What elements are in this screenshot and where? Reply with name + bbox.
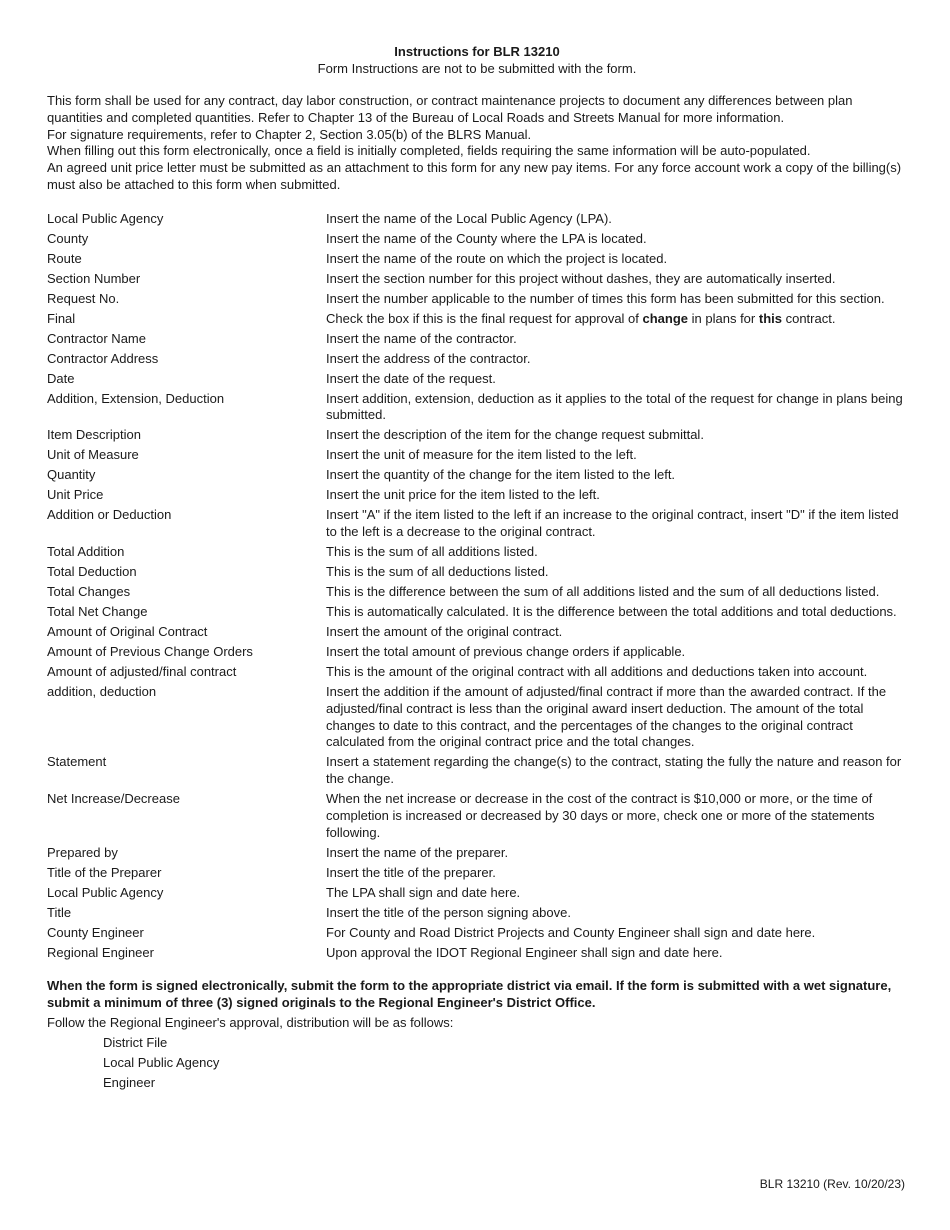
instruction-row [47, 391, 907, 425]
instruction-row [47, 507, 907, 541]
instruction-text: in plans for [688, 310, 759, 326]
field-name: Local Public Agency [47, 210, 164, 226]
intro-section [47, 93, 907, 194]
field-instruction: Insert the addition if the amount of adjusted/final contract if more than the awarded contract. If the adjusted/final contract is less than the original award insert deduction. The amount of the total changes to date to this contract, and the percentages of the changes to the original contract calculated from the original contract price and the total changes. [326, 684, 887, 750]
distribution-item: Local Public Agency [103, 1055, 220, 1071]
instruction-row [47, 544, 907, 561]
field-name: Section Number [47, 270, 141, 286]
field-instruction: Insert the title of the person signing above. [326, 904, 571, 920]
field-instruction: This is the difference between the sum of all additions listed and the sum of all deductions listed. [326, 584, 880, 600]
field-name: Prepared by [47, 844, 118, 860]
instruction-row [47, 754, 907, 788]
field-name: Amount of adjusted/final contract [47, 664, 237, 680]
field-instruction: Insert the amount of the original contract. [326, 624, 563, 640]
field-instruction: This is the sum of all deductions listed. [326, 564, 549, 580]
field-instruction: The LPA shall sign and date here. [326, 884, 521, 900]
field-instruction: Insert the name of the County where the LPA is located. [326, 230, 647, 246]
page-title: Instructions for BLR 13210 [394, 44, 560, 59]
instruction-row [47, 845, 907, 862]
field-name: Final [47, 310, 76, 326]
instruction-row [47, 211, 907, 228]
instruction-row [47, 885, 907, 902]
page-subtitle: Form Instructions are not to be submitted with the form. [317, 61, 637, 76]
field-name: Title [47, 904, 72, 920]
field-name: Addition, Extension, Deduction [47, 390, 225, 406]
instruction-row [47, 447, 907, 464]
distribution-item: District File [103, 1035, 168, 1051]
field-name: Quantity [47, 467, 96, 483]
field-name: Amount of Original Contract [47, 624, 208, 640]
field-name: Title of the Preparer [47, 864, 162, 880]
instruction-row [47, 251, 907, 268]
field-instruction: Insert the name of the contractor. [326, 330, 517, 346]
field-instruction: This is automatically calculated. It is the difference between the total additions and total deductions. [326, 604, 897, 620]
field-instruction: Insert the description of the item for the change request submittal. [326, 427, 704, 443]
emphasis-text: this [758, 310, 782, 326]
field-name: Unit Price [47, 487, 104, 503]
field-name: County Engineer [47, 924, 144, 940]
intro-paragraph: This form shall be used for any contract, day labor construction, or contract maintenance projects to document any differences between plan quantities and completed quantities. Refer to Chapter 13 of the Bureau of Local Roads and Streets Manual for more information. [47, 93, 853, 125]
field-name: Item Description [47, 427, 141, 443]
instruction-row [47, 604, 907, 621]
field-instruction [326, 311, 907, 328]
instruction-row [47, 467, 907, 484]
field-name: Contractor Address [47, 350, 159, 366]
instructions-table [47, 211, 907, 962]
field-instruction: Insert addition, extension, deduction as it applies to the total of the request for change in plans being submitted. [326, 390, 903, 423]
instruction-row [47, 664, 907, 681]
field-name: County [47, 230, 89, 246]
field-instruction: For County and Road District Projects and County Engineer shall sign and date here. [326, 924, 816, 940]
field-name: Total Deduction [47, 564, 137, 580]
instruction-row [47, 371, 907, 388]
field-name: Request No. [47, 290, 120, 306]
instruction-row [47, 231, 907, 248]
emphasis-text: change [642, 310, 689, 326]
instruction-row [47, 427, 907, 444]
intro-paragraph: For signature requirements, refer to Chapter 2, Section 3.05(b) of the BLRS Manual. [47, 126, 532, 142]
instruction-row [47, 644, 907, 661]
field-instruction: Insert the number applicable to the number of times this form has been submitted for this section. [326, 290, 885, 306]
field-instruction: Insert a statement regarding the change(s) to the contract, stating the fully the nature and reason for the change. [326, 754, 902, 787]
instruction-row [47, 791, 907, 841]
instruction-row [47, 624, 907, 641]
field-instruction: Insert the date of the request. [326, 370, 496, 386]
field-name: Statement [47, 754, 107, 770]
submission-note: When the form is signed electronically, submit the form to the appropriate district via email. If the form is submitted with a wet signature, submit a minimum of three (3) signed originals to the Regional Engineer's District Office. [47, 978, 892, 1011]
instruction-row [47, 291, 907, 308]
instruction-row [47, 865, 907, 882]
instruction-row [47, 271, 907, 288]
field-name: Unit of Measure [47, 447, 139, 463]
field-instruction: Insert the name of the route on which the project is located. [326, 250, 668, 266]
field-name: Date [47, 370, 75, 386]
field-instruction: Upon approval the IDOT Regional Engineer shall sign and date here. [326, 944, 723, 960]
field-instruction: Insert "A" if the item listed to the left if an increase to the original contract, insert "D" if the item listed to the left is a decrease to the original contract. [326, 507, 899, 540]
instruction-row [47, 905, 907, 922]
field-name: Contractor Name [47, 330, 146, 346]
field-instruction: Insert the unit of measure for the item listed to the left. [326, 447, 637, 463]
form-revision-footer: BLR 13210 (Rev. 10/20/23) [759, 1177, 905, 1191]
field-name: Local Public Agency [47, 884, 164, 900]
instruction-row [47, 564, 907, 581]
field-instruction: Insert the title of the preparer. [326, 864, 496, 880]
instruction-row [47, 584, 907, 601]
field-instruction: Insert the name of the preparer. [326, 844, 509, 860]
field-name: Regional Engineer [47, 944, 154, 960]
distribution-list [103, 1034, 907, 1091]
instructions-page [47, 44, 907, 1091]
intro-paragraph: When filling out this form electronically, once a field is initially completed, fields requiring the same information will be auto-populated. [47, 143, 811, 159]
field-instruction: This is the amount of the original contract with all additions and deductions taken into account. [326, 664, 868, 680]
instruction-row [47, 351, 907, 368]
field-instruction: This is the sum of all additions listed. [326, 544, 538, 560]
instruction-row [47, 487, 907, 504]
distribution-intro: Follow the Regional Engineer's approval, distribution will be as follows: [47, 1015, 454, 1031]
field-name: Total Net Change [47, 604, 148, 620]
intro-paragraph: An agreed unit price letter must be submitted as an attachment to this form for any new pay items. For any force account work a copy of the billing(s) must also be attached to this form when submitted. [47, 160, 902, 192]
instruction-row [47, 331, 907, 348]
field-instruction: Insert the quantity of the change for the item listed to the left. [326, 467, 676, 483]
field-instruction: Insert the address of the contractor. [326, 350, 531, 366]
instruction-row [47, 684, 907, 751]
instruction-text: contract. [781, 310, 836, 326]
instruction-row [47, 945, 907, 962]
field-name: addition, deduction [47, 684, 157, 700]
field-name: Amount of Previous Change Orders [47, 644, 253, 660]
field-instruction: Insert the section number for this project without dashes, they are automatically inserted. [326, 270, 836, 286]
instruction-row [47, 311, 907, 328]
field-name: Route [47, 250, 82, 266]
distribution-item: Engineer [103, 1075, 156, 1091]
field-name: Total Addition [47, 544, 125, 560]
field-instruction: Insert the total amount of previous change orders if applicable. [326, 644, 686, 660]
field-name: Net Increase/Decrease [47, 791, 180, 807]
instruction-text: Check the box if this is the final request for approval of [326, 310, 643, 326]
instruction-row [47, 925, 907, 942]
field-instruction: Insert the unit price for the item listed to the left. [326, 487, 600, 503]
field-instruction: When the net increase or decrease in the cost of the contract is $10,000 or more, or the time of completion is increased or decreased by 30 days or more, check one or more of the statements following. [326, 791, 875, 840]
field-name: Total Changes [47, 584, 131, 600]
field-instruction: Insert the name of the Local Public Agency (LPA). [326, 210, 612, 226]
field-name: Addition or Deduction [47, 507, 172, 523]
